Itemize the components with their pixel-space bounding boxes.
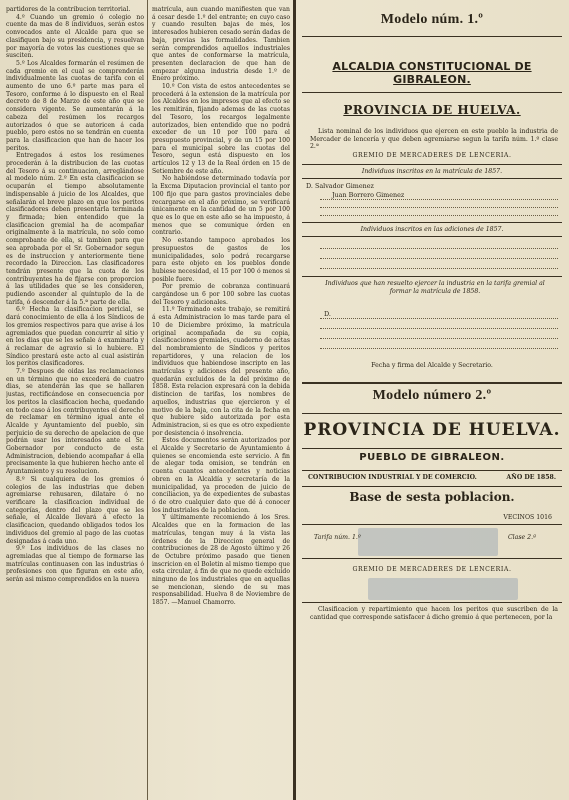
model2-rule-3 bbox=[302, 470, 562, 471]
model1-dotline-2 bbox=[320, 207, 558, 208]
model2-rule-6 bbox=[302, 558, 562, 559]
model1-dotline-5 bbox=[320, 258, 558, 259]
model1-rule-7 bbox=[302, 276, 562, 277]
middle-column-paragraph: Y últimamente recomiendo á los Sres. Alcaldes que en la formacion de las matrículas, tengan muy á la vista las órdenes de la Direccion general de contribuciones de 28 de Agosto último y 26 de Octubre próximo pasado que tienen inscricion en el Boletin al mismo tiempo que esta circular, á fin de que no quede excluido ninguno de los industriales que en aquellas se mencionan, siendo de su mas responsabilidad. Huelva 8 de Noviembre de 1857. —Manuel Chamorro. bbox=[152, 514, 290, 607]
model1-dotline-3 bbox=[320, 215, 558, 216]
middle-text-column bbox=[152, 6, 290, 796]
model1-title: Modelo núm. 1.º bbox=[380, 12, 484, 27]
model1-dotline-10 bbox=[320, 348, 558, 349]
left-column-paragraph: Entregados á estos los resúmenes procederán á la distribucion de las cuotas del Tesoro á su continuacion, arreglándose al modelo núm. 2.º En esta clasificacion se ocuparán el tiempo absolutamente indispensable á juicio de los Alcaldes, que señalarán el breve plazo en que los peritos clasificadores deben presentarla terminada y firmada; bien entendido que la clasificacion gremial ha de acompañar originalmente á la matrícula, no solo como comprobante de ella, si tambien para que sea aprobada por el Sr. Gobernador segun es de instruccion y anteriormente tiene recordado la Direccion. Las clasificadores tendrán presente que la cuota de los contribuyentes ha de fijarse con proporcion á las utilidades que se les consideren, pudiendo ascender al quíntuplo de la de tarifa, ó descender á la 5.ª parte de ella. bbox=[6, 152, 144, 306]
model2-provincia: PROVINCIA DE HUELVA. bbox=[303, 420, 561, 440]
model1-gremio: GREMIO DE MERCADERES DE LENCERIA. bbox=[352, 152, 512, 159]
model1-dotline-8 bbox=[320, 328, 558, 329]
model2-footer: Clasificacion y repartimiento que hacen los peritos que suscriben de la cantidad que corresponde satisfacer á dicho gremio á que pertenecen, por la bbox=[310, 606, 558, 621]
model2-gremio: GREMIO DE MERCADERES DE LENCERIA. bbox=[352, 566, 512, 573]
model1-rule-2 bbox=[302, 92, 562, 93]
model2-rule-1 bbox=[302, 413, 562, 414]
model1-provincia: PROVINCIA DE HUELVA. bbox=[343, 103, 521, 117]
column-divider-2 bbox=[293, 0, 296, 800]
model2-rule-2 bbox=[302, 448, 562, 449]
model2-title: Modelo número 2.º bbox=[372, 388, 492, 403]
model2-base: Base de sesta poblacion. bbox=[349, 490, 515, 504]
middle-column-paragraph: 11.º Terminado este trabajo, se remitirá á esta Administracion lo mas tarde para el 10 de Diciembre próximo, la matrícula original acompañada de su copia, clasificaciones gremiales, cuaderno de actas del nombramiento de Síndicos y peritos repartidores, y una relacion de los individuos que habiendose inscripto en las matrículas y adiciones del presente año, quedarán excluidos de la del próximo de 1858. Esta relacion expresará con la debida distincion de tarifas, los nombres de aquellos, industrias que ejercieron y el motivo de la baja, con la cita de la fecha en que hubiere sido autorizada por esta Administracion, si es que es otro expediente por desistencia ó insolvencia. bbox=[152, 306, 290, 437]
model1-name-1: D. Salvador Gimenez bbox=[306, 182, 374, 190]
middle-column-paragraph: Estos documentos serán autorizados por el Alcalde y Secretario de Ayuntamiento á quienes se encomienda este servicio. A fin de alegar toda omision, se tendrán en cuenta cuantos antecedentes y noticias obren en la Alcaldía y secretaría de la municipalidad, ya proceden de juicio de conciliacion, ya de expedientes de subastas ó de otro cualquier dato que dé á conocer los industriales de la poblacion. bbox=[152, 437, 290, 514]
model1-dotline-7 bbox=[320, 318, 558, 319]
model1-alcaldia: ALCALDIA CONSTITUCIONAL DE GIBRALEON. bbox=[332, 60, 532, 86]
left-column-paragraph: 8.º Si cualquiera de los gremios ó colegios de las industrias que deben agremiarse rehusaren, dilatare ó no verificare la clasificacion individual de categorías, dentro del plazo que se les señale, el Alcalde llevará á efecto la clasificacion, quedando obligados todos los individuos del gremio al pago de las cuotas designadas á cada uno. bbox=[6, 475, 144, 545]
model1-rule-5 bbox=[302, 222, 562, 223]
model1-dotline-6 bbox=[320, 268, 558, 269]
model2-anio: AÑO DE 1858. bbox=[506, 474, 556, 481]
model2-ink-stain-2 bbox=[368, 578, 518, 600]
model1-rule-4 bbox=[302, 178, 562, 179]
middle-column-paragraph: No habiéndose determinado todavía por la Excma Diputacion provincial el tanto por 100 fijo que para gastos provinciales debe recargarse en el año próximo, se verificará únicamente en la cantidad de un 5 por 100 que es lo que en este año se ha impuesto, á menos que se comunique órden en contrario. bbox=[152, 175, 290, 237]
model1-rule-top bbox=[302, 36, 562, 37]
model2-vecinos: VECINOS 1016 bbox=[503, 514, 552, 521]
model1-adiciones: Individuos inscritos en las adiciones de 1857. bbox=[360, 226, 504, 233]
model1-d-mark: D. bbox=[324, 310, 331, 318]
left-column-paragraph: 4.º Cuando un gremio ó colegio no cuente da mas de 8 individuos, serán estos convocados ante el Alcalde para que se clasifiquen bajo su presidencia, y resuelvan por mayoría de votos las cuestiones que se susciten. bbox=[6, 13, 144, 60]
model2-contribucion: CONTRIBUCION INDUSTRIAL Y DE COMERCIO. bbox=[308, 474, 477, 481]
left-column-paragraph: 9.º Los individuos de las clases no agremiadas que al tiempo de formarse las matrículas continuasen con las industrias ó profesiones con que figuran en este año, serán asi mismo comprendidos en la nueva bbox=[6, 545, 144, 584]
model2-rule-4 bbox=[302, 486, 562, 487]
left-column-paragraph: 5.º Los Alcaldes formarán el resúmen de cada gremio en el cual se comprenderán individualmente las cuotas de tarifa con el aumento de uno 6.º parte mas para el Tesoro, conforme á lo dispuesto en el Real decreto de 8 de Marzo de este año que se considera vigente. Se aumentarán á la cabeza del resúmen los recargos autorizados ó que se autoricen á cada pueblo, pero estos no se tendrán en cuenta para la clasificacion que han de hacer los peritos. bbox=[6, 59, 144, 152]
model2-pueblo: PUEBLO DE GIBRALEON. bbox=[359, 452, 505, 463]
model1-dotline-4 bbox=[320, 248, 558, 249]
model1-fecha: Fecha y firma del Alcalde y Secretario. bbox=[371, 362, 493, 369]
middle-column-paragraph: matrícula, aun cuando manifiesten que van á cesar desde 1.º del entrante; en cuyo caso y cuando resulten bajas de mes, los interesados hubieren cesado serán dadas de baja, previas las formalidades. Tambien serán comprendidos aquellos industriales que antes de conformarse la matrícula, presenten declaracion de que han de empezar alguna industria desde 1.º de Enero próximo. bbox=[152, 6, 290, 83]
model1-inscritos: Individuos inscritos en la matrícula de 1857. bbox=[361, 168, 503, 175]
model1-dotline-1 bbox=[320, 199, 558, 200]
model1-dotline-9 bbox=[320, 338, 558, 339]
model1-rule-3 bbox=[302, 164, 562, 165]
model2-ink-stain bbox=[358, 528, 498, 556]
model2-clase: Clase 2.ª bbox=[507, 534, 536, 541]
middle-column-paragraph: No estando tampoco aprobados los presupuestos de gastos de los municipalidades, solo podrá recargarse para este objeto en los pueblos donde hubiese necesidad, el 15 por 100 ó menos si posible fuere. bbox=[152, 237, 290, 283]
model1-rule-6 bbox=[302, 236, 562, 237]
model2-rule-5 bbox=[302, 524, 562, 525]
model1-name-2: Juan Borrero Gimenez bbox=[332, 191, 405, 199]
model2-tarifa: Tarifa núm. 1.º bbox=[314, 534, 361, 541]
models-column bbox=[298, 0, 566, 800]
column-divider-1 bbox=[147, 0, 148, 800]
left-column-paragraph: 6.º Hecha la clasificacion pericial, se dará conocimiento de ella á los Síndicos de los gremios respectivos para que avise á los agremiados que puedan concurrir al sitio y en los dias que se les señale á examinarla y á reclamar de agravio si lo hubiere. El Síndico prestará este acto al cual asistirán los peritos clasificadores. bbox=[6, 306, 144, 368]
model1-nuevos: Individuos que han resuelto ejercer la industria en la tarifa gremial al formar la matrícula de 1858. bbox=[325, 280, 545, 295]
left-text-column bbox=[6, 6, 144, 796]
middle-column-paragraph: 10.º Con vista de estos antecedentes se procederá á la extension de la matrícula por los Alcaldes en los impresos que al efecto se les remitirán, fijando ademas de las cuotas del Tesoro, los recargos legalmente autorizados, bien entendido que no podrá exceder de un 10 por 100 para el presupuesto provincial, y de un 15 por 100 para el municipal sobre las cuotas del Tesoro, segun está dispuesto en los artículos 12 y 13 de la Real órden en 15 de Setiembre de este año. bbox=[152, 83, 290, 175]
left-column-paragraph: 7.º Despues de oidas las reclamaciones en un término que no excederá de cuatro dias, se atenderán las que se hallaren justas, rectificándose en consecuencia por los peritos la clasificacion hecha, quedando en todo caso á los contribuyentes el derecho de reclamar en término igual ante el Alcalde y Ayuntamiento del pueblo, sin perjuicio de su derecho de apelacion de que podrán usar los interesados ante el Sr. Gobernador por conducto de esta Administracion, debiendo acompañar á ella precisamente la que hubieren hecho ante el Ayuntamiento y su resolucion. bbox=[6, 368, 144, 476]
model1-intro: Lista nominal de los individuos que ejercen en este pueblo la industria de Mercader de lencería y que deben agremiarse segun la tarifa núm. 1.º clase 2.ª bbox=[310, 128, 558, 151]
left-column-paragraph: partidores de la contribucion territorial. bbox=[6, 6, 131, 13]
middle-column-paragraph: Por premio de cobranza continuará cargándose un 6 por 100 sobre las cuotas del Tesoro y adicionales. bbox=[152, 283, 290, 306]
model-separator bbox=[302, 382, 562, 384]
model2-rule-7 bbox=[302, 602, 562, 603]
